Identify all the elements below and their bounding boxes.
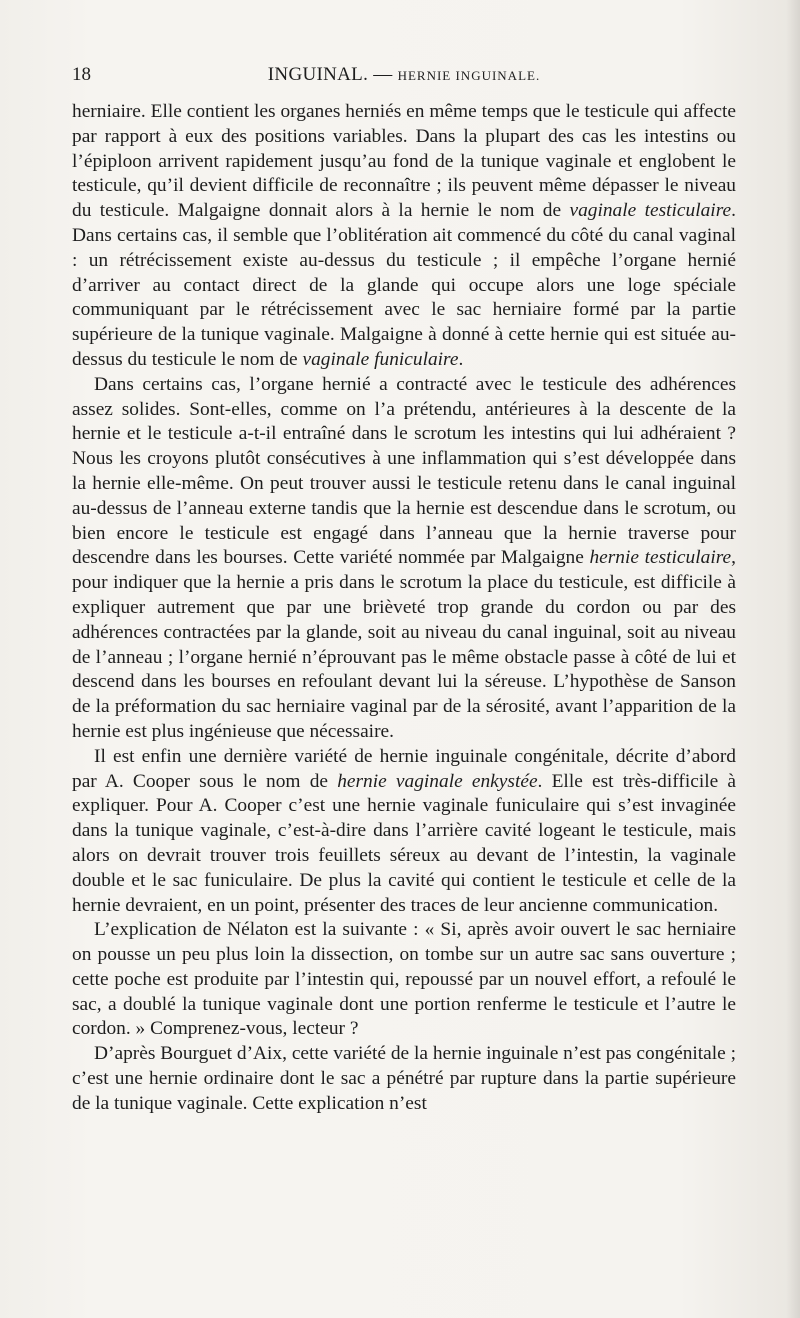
page-edge-shadow [786, 0, 800, 1318]
page-number: 18 [72, 64, 91, 85]
text-run: Il est enfin une dernière variété de hernie inguinale congénitale, décrite d’abord par A. Cooper sous le nom de [72, 745, 736, 792]
paragraph [72, 745, 736, 919]
page-header [72, 62, 736, 92]
paragraph [72, 1042, 736, 1116]
text-run: . Elle est très-difficile à expliquer. Pour A. Cooper c’est une hernie vaginale funiculaire qui s’est invaginée dans la tunique vaginale, c’est-à-dire dans l’arrière cavité logeant le testicule, mais alors on devrait trouver trois feuillets séreux au devant de l’intestin, la vaginale double et le sac funiculaire. De plus la cavité qui contient le testicule et celle de la hernie devraient, en un point, présenter des traces de leur ancienne communication. [72, 770, 736, 916]
running-head [72, 64, 736, 86]
text-run: , pour indiquer que la hernie a pris dans le scrotum la place du testicule, est difficile à expliquer autrement que par une brièveté trop grande du cordon ou par des adhérences contractées par la glande, soit au niveau du canal inguinal, soit au niveau de l’anneau ; l’organe hernié n’éprouvant pas le même obstacle passe à côté de lui et descend dans les bourses en refoulant devant lui la séreuse. L’hypothèse de Sanson de la préformation du sac herniaire vaginal par de la sérosité, avant l’apparition de la hernie est plus ingénieuse que nécessaire. [72, 547, 736, 742]
text-run: herniaire. Elle contient les organes herniés en même temps que le testicule qui affecte par rapport à eux des positions variables. Dans la plupart des cas les intestins ou l’épiploon arrivent rapidement jusqu’au fond de la tunique vaginale et englobent le testicule, qu’il devient difficile de reconnaître ; ils peuvent même dépasser le niveau du testicule. Malgaigne donnait alors à la hernie le nom de [72, 101, 736, 222]
text-run: D’après Bourguet d’Aix, cette variété de la hernie inguinale n’est pas congénitale ; c’est une hernie ordinaire dont le sac a pénétré par rupture dans la partie supérieure de la tunique vaginale. Cette explication n’est [72, 1043, 736, 1114]
running-head-separator: — [373, 64, 393, 85]
text-run: . Dans certains cas, il semble que l’oblitération ait commencé du côté du canal vaginal : un rétrécissement existe au-dessus du testicule ; il empêche l’organe hernié d’arriver au contact direct de la glande qui occupe alors une loge spéciale communiquant par le rétrécissement avec le sac herniaire formé par la partie supérieure de la tunique vaginale. Malgaigne à donné à cette hernie qui est située au-dessus du testicule le nom de [72, 200, 736, 370]
body-text [72, 100, 736, 1117]
running-head-title: INGUINAL. [267, 64, 369, 85]
paragraph [72, 100, 736, 373]
paragraph [72, 373, 736, 745]
paragraph [72, 918, 736, 1042]
italic-term: vaginale funiculaire [302, 348, 459, 370]
text-run: . [458, 348, 464, 370]
text-run: L’explication de Nélaton est la suivante : « Si, après avoir ouvert le sac herniaire on pousse un peu plus loin la dissection, on tombe sur un autre sac sans ouverture ; cette poche est produite par l’intestin qui, repoussé par un nouvel effort, a refoulé le sac, a doublé la tunique vaginale dont une portion renferme le testicule et l’autre le cordon. » Comprenez-vous, lecteur ? [72, 919, 736, 1040]
italic-term: hernie vaginale enkystée [337, 770, 538, 792]
italic-term: hernie testiculaire [589, 547, 732, 569]
running-head-subtitle: HERNIE INGUINALE. [397, 68, 541, 83]
italic-term: vaginale testiculaire [569, 200, 732, 222]
text-run: Dans certains cas, l’organe hernié a contracté avec le testicule des adhérences assez solides. Sont-elles, comme on l’a prétendu, antérieures à la descente de la hernie et le testicule a-t-il entraîné dans le scrotum les intestins qui lui adhéraient ? Nous les croyons plutôt consécutives à une inflammation qui s’est développée dans la hernie elle-même. On peut trouver aussi le testicule retenu dans le canal inguinal au-dessus de l’anneau externe tandis que la hernie est descendue dans le scrotum, ou bien encore le testicule est engagé dans l’anneau que la hernie traverse pour descendre dans les bourses. Cette variété nommée par Malgaigne [72, 373, 736, 569]
